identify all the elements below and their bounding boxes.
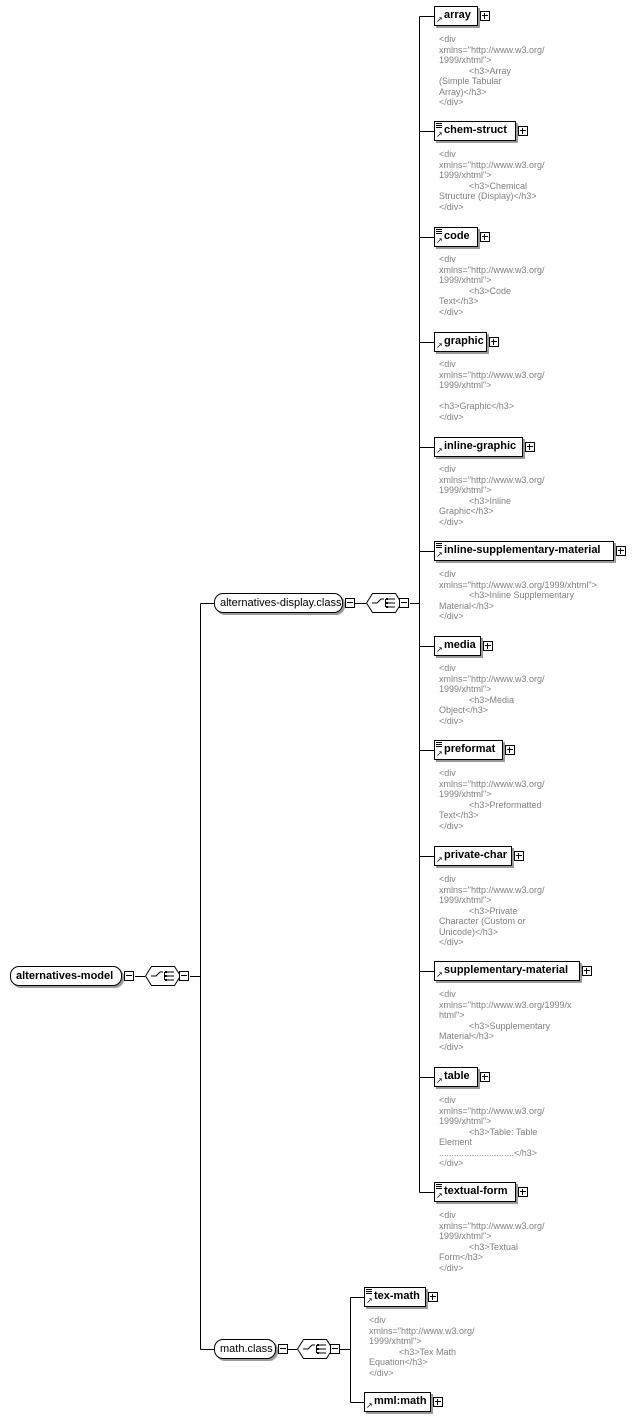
element-label: media xyxy=(444,639,476,651)
element-graphic[interactable] xyxy=(434,332,487,352)
documentation-icon xyxy=(436,1184,442,1190)
element-doc: <div xmlns="http://www.w3.org/1999/x html"> <h3>Supplementary Material</h3> </div> xyxy=(439,989,572,1052)
reference-arrow-icon: ↗ xyxy=(436,15,443,24)
reference-arrow-icon: ↗ xyxy=(436,970,443,979)
table-expand-icon[interactable] xyxy=(480,1072,490,1082)
private-char-expand-icon[interactable] xyxy=(514,851,524,861)
reference-arrow-icon: ↗ xyxy=(436,446,443,455)
element-textual-form[interactable] xyxy=(434,1182,516,1202)
graphic-expand-icon[interactable] xyxy=(489,337,499,347)
element-mml-math[interactable] xyxy=(364,1392,431,1412)
element-doc: <div xmlns="http://www.w3.org/ 1999/xhtml"> <h3>Preformatted Text</h3> </div> xyxy=(439,768,545,831)
element-label: supplementary-material xyxy=(444,964,569,976)
display-group-collapse-icon[interactable] xyxy=(345,598,355,608)
reference-arrow-icon: ↗ xyxy=(436,550,443,559)
root-collapse-icon[interactable] xyxy=(124,971,134,981)
root-group-label: alternatives-model xyxy=(16,970,114,982)
element-label: array xyxy=(444,9,471,21)
element-doc: <div xmlns="http://www.w3.org/ 1999/xhtml"> <h3>Private Character (Custom or Unicode)</h3> </div> xyxy=(439,874,545,947)
media-expand-icon[interactable] xyxy=(483,641,493,651)
element-label: chem-struct xyxy=(444,124,507,136)
choice-compositor-icon xyxy=(297,1339,333,1359)
reference-arrow-icon: ↗ xyxy=(366,1401,373,1410)
reference-arrow-icon: ↗ xyxy=(436,1191,443,1200)
group-alternatives-display-class[interactable] xyxy=(214,593,343,613)
element-inline-graphic[interactable] xyxy=(434,437,523,457)
element-media[interactable] xyxy=(434,636,481,656)
element-code[interactable] xyxy=(434,227,478,247)
element-supplementary-material[interactable] xyxy=(434,961,580,981)
array-expand-icon[interactable] xyxy=(480,11,490,21)
element-doc: <div xmlns="http://www.w3.org/1999/xhtml"> <h3>Inline Supplementary Material</h3> </div> xyxy=(439,569,597,621)
element-label: code xyxy=(444,230,470,242)
documentation-icon xyxy=(436,123,442,129)
element-label: graphic xyxy=(444,335,484,347)
supplementary-material-expand-icon[interactable] xyxy=(582,966,592,976)
mml-math-expand-icon[interactable] xyxy=(433,1397,443,1407)
display-choice-compositor[interactable] xyxy=(366,593,402,613)
element-private-char[interactable] xyxy=(434,846,512,866)
documentation-icon xyxy=(436,229,442,235)
inline-graphic-expand-icon[interactable] xyxy=(525,442,535,452)
tex-math-expand-icon[interactable] xyxy=(428,1292,438,1302)
group-math-class[interactable] xyxy=(214,1339,276,1359)
choice-compositor-icon xyxy=(366,593,402,613)
chem-struct-expand-icon[interactable] xyxy=(518,126,528,136)
reference-arrow-icon: ↗ xyxy=(436,1076,443,1085)
documentation-icon xyxy=(436,543,442,549)
textual-form-expand-icon[interactable] xyxy=(518,1187,528,1197)
root-compositor-collapse-icon[interactable] xyxy=(179,971,189,981)
element-doc: <div xmlns="http://www.w3.org/ 1999/xhtml"> <h3>Graphic</h3> </div> xyxy=(439,359,545,422)
display-compositor-collapse-icon[interactable] xyxy=(399,598,409,608)
root-sequence-compositor[interactable] xyxy=(145,966,181,986)
element-label: inline-supplementary-material xyxy=(444,544,601,556)
reference-arrow-icon: ↗ xyxy=(436,749,443,758)
element-table[interactable] xyxy=(434,1067,478,1087)
element-label: table xyxy=(444,1070,470,1082)
reference-arrow-icon: ↗ xyxy=(436,341,443,350)
preformat-expand-icon[interactable] xyxy=(505,745,515,755)
math-compositor-collapse-icon[interactable] xyxy=(330,1344,340,1354)
element-label: tex-math xyxy=(374,1290,420,1302)
code-expand-icon[interactable] xyxy=(480,232,490,242)
root-group-alternatives-model[interactable] xyxy=(10,966,122,986)
element-doc: <div xmlns="http://www.w3.org/ 1999/xhtml"> <h3>Tex Math Equation</h3> </div> xyxy=(369,1315,475,1378)
documentation-icon xyxy=(366,1289,372,1295)
element-doc: <div xmlns="http://www.w3.org/ 1999/xhtml"> <h3>Array (Simple Tabular Array)</h3> </div> xyxy=(439,34,545,107)
group-math-label: math.class xyxy=(220,1343,273,1355)
reference-arrow-icon: ↗ xyxy=(436,130,443,139)
element-doc: <div xmlns="http://www.w3.org/ 1999/xhtml"> <h3>Media Object</h3> </div> xyxy=(439,663,545,726)
reference-arrow-icon: ↗ xyxy=(436,645,443,654)
reference-arrow-icon: ↗ xyxy=(436,236,443,245)
element-label: mml:math xyxy=(374,1395,427,1407)
element-doc: <div xmlns="http://www.w3.org/ 1999/xhtml"> <h3>Table: Table Element ..............................</h3> </div> xyxy=(439,1095,545,1168)
element-label: inline-graphic xyxy=(444,440,517,452)
reference-arrow-icon: ↗ xyxy=(436,855,443,864)
group-display-label: alternatives-display.class xyxy=(220,597,342,609)
documentation-icon xyxy=(436,742,442,748)
element-doc: <div xmlns="http://www.w3.org/ 1999/xhtml"> <h3>Inline Graphic</h3> </div> xyxy=(439,464,545,527)
element-label: private-char xyxy=(444,849,507,861)
element-chem-struct[interactable] xyxy=(434,121,516,141)
element-array[interactable] xyxy=(434,6,478,26)
inline-supplementary-material-expand-icon[interactable] xyxy=(616,546,626,556)
element-doc: <div xmlns="http://www.w3.org/ 1999/xhtml"> <h3>Chemical Structure (Display)</h3> </div> xyxy=(439,149,545,212)
element-label: preformat xyxy=(444,743,496,755)
element-inline-supplementary-material[interactable] xyxy=(434,541,614,561)
reference-arrow-icon: ↗ xyxy=(366,1296,373,1305)
math-group-collapse-icon[interactable] xyxy=(278,1344,288,1354)
element-doc: <div xmlns="http://www.w3.org/ 1999/xhtml"> <h3>Code Text</h3> </div> xyxy=(439,254,545,317)
math-choice-compositor[interactable] xyxy=(297,1339,333,1359)
element-tex-math[interactable] xyxy=(364,1287,426,1307)
element-doc: <div xmlns="http://www.w3.org/ 1999/xhtml"> <h3>Textual Form</h3> </div> xyxy=(439,1210,545,1273)
element-preformat[interactable] xyxy=(434,740,503,760)
sequence-compositor-icon xyxy=(145,966,181,986)
element-label: textual-form xyxy=(444,1185,508,1197)
